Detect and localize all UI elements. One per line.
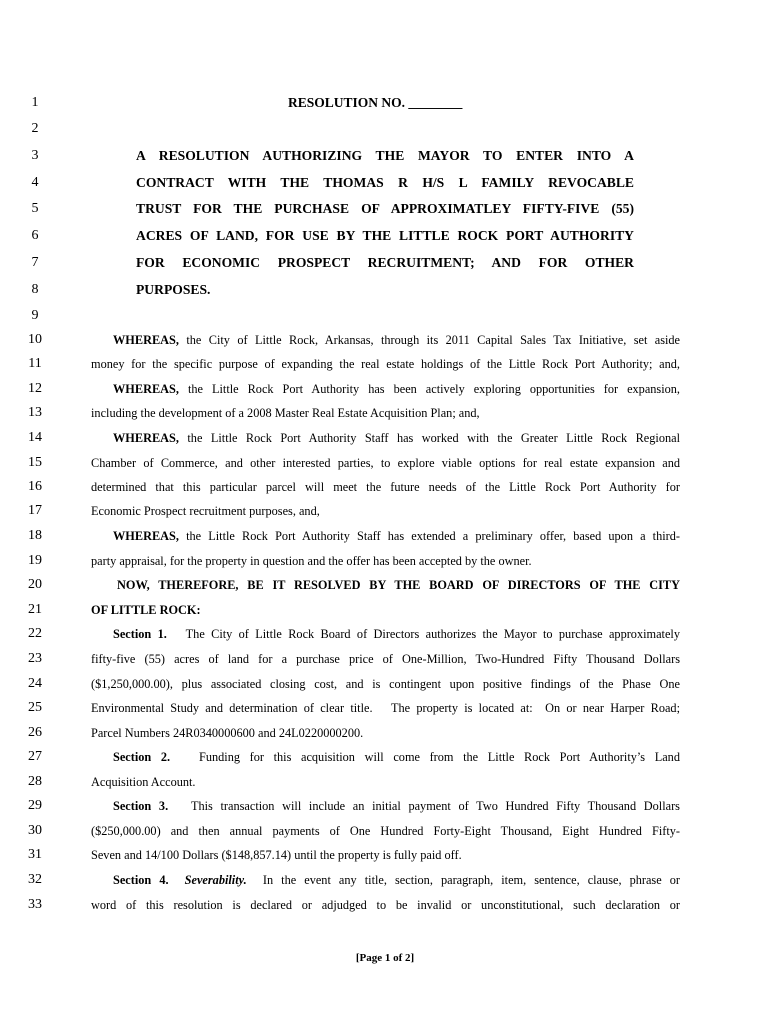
resolved-clause: OF LITTLE ROCK: [91, 603, 201, 617]
body-text: the Little Rock Port Authority Staff has extended a preliminary offer, based upon a third- [186, 529, 681, 543]
resolved-clause: NOW, THEREFORE, BE IT RESOLVED BY THE BOARD OF DIRECTORS OF THE CITY [117, 578, 680, 592]
body-text: the Little Rock Port Authority Staff has worked with the Greater Little Rock Regional [187, 431, 680, 445]
line-number: 21 [28, 602, 42, 617]
body-line: determined that this particular parcel will meet the future needs of the Little Rock Port Authority for [91, 480, 680, 494]
line-number: 19 [28, 553, 42, 568]
line-number: 24 [28, 676, 42, 691]
body-line: word of this resolution is declared or adjudged to be invalid or unconstitutional, such declaration or [91, 898, 680, 912]
body-text: the Little Rock Port Authority has been actively exploring opportunities for expansion, [187, 382, 680, 396]
line-number: 31 [28, 847, 42, 862]
page-footer: [Page 1 of 2] [355, 952, 415, 964]
line-number: 9 [31, 308, 39, 323]
line-number: 27 [28, 749, 42, 764]
line-number: 10 [28, 332, 42, 347]
resolution-title: RESOLUTION NO. ________ [288, 95, 463, 110]
section-3 [113, 798, 680, 814]
heading-line: FOR ECONOMIC PROSPECT RECRUITMENT; AND FOR OTHER [136, 255, 634, 270]
line-number: 22 [28, 626, 42, 641]
body-line: Chamber of Commerce, and other interested parties, to explore viable options for real estate expansion and [91, 456, 680, 470]
body-line: ($250,000.00) and then annual payments of One Hundred Forty-Eight Thousand, Eight Hundred Fifty- [91, 824, 680, 838]
body-line: Parcel Numbers 24R0340000600 and 24L0220000200. [91, 726, 364, 740]
heading-line: ACRES OF LAND, FOR USE BY THE LITTLE ROCK PORT AUTHORITY [136, 228, 634, 243]
whereas-paragraph-1 [113, 332, 680, 348]
section-label: Section 2. [113, 750, 171, 764]
line-number: 13 [28, 405, 42, 420]
body-text: In the event any title, section, paragraph, item, sentence, clause, phrase or [262, 873, 680, 887]
heading-line: CONTRACT WITH THE THOMAS R H/S L FAMILY REVOCABLE [136, 175, 634, 190]
body-text: the City of Little Rock, Arkansas, through its 2011 Capital Sales Tax Initiative, set aside [186, 333, 681, 347]
section-2 [113, 749, 680, 765]
heading-line: TRUST FOR THE PURCHASE OF APPROXIMATLEY FIFTY-FIVE (55) [136, 201, 634, 216]
whereas-label: WHEREAS, [113, 529, 179, 543]
line-number: 15 [28, 455, 42, 470]
line-number: 2 [31, 121, 39, 136]
line-number: 7 [31, 255, 39, 270]
section-1 [113, 626, 680, 642]
whereas-paragraph-3 [113, 430, 680, 446]
section-4 [113, 872, 680, 888]
line-number: 4 [31, 175, 39, 190]
body-line: including the development of a 2008 Master Real Estate Acquisition Plan; and, [91, 406, 480, 420]
line-number: 20 [28, 577, 42, 592]
body-text: This transaction will include an initial payment of Two Hundred Fifty Thousand Dollars [190, 799, 680, 813]
body-line: fifty-five (55) acres of land for a purchase price of One-Million, Two-Hundred Fifty Thousand Dollars [91, 652, 680, 666]
heading-line: PURPOSES. [136, 282, 211, 297]
section-label: Section 1. [113, 627, 167, 641]
whereas-paragraph-2 [113, 381, 680, 397]
line-number: 14 [28, 430, 42, 445]
section-label: Section 3. [113, 799, 169, 813]
line-number: 6 [31, 228, 39, 243]
line-number: 33 [28, 897, 42, 912]
line-number: 28 [28, 774, 42, 789]
whereas-label: WHEREAS, [113, 333, 179, 347]
line-number: 8 [31, 282, 39, 297]
whereas-paragraph-4 [113, 528, 680, 544]
severability-title: Severability. [184, 873, 247, 887]
body-line: ($1,250,000.00), plus associated closing cost, and is contingent upon positive findings of the Phase One [91, 677, 680, 691]
line-number: 32 [28, 872, 42, 887]
whereas-label: WHEREAS, [113, 431, 179, 445]
line-number: 5 [31, 201, 39, 216]
body-line: Environmental Study and determination of clear title. The property is located at: On or near Harper Road; [91, 701, 680, 715]
body-text: The City of Little Rock Board of Directors authorizes the Mayor to purchase approximately [185, 627, 680, 641]
line-number: 26 [28, 725, 42, 740]
line-number: 23 [28, 651, 42, 666]
line-number: 11 [28, 356, 42, 371]
body-line: Economic Prospect recruitment purposes, and, [91, 504, 320, 518]
whereas-label: WHEREAS, [113, 382, 179, 396]
body-line: Acquisition Account. [91, 775, 196, 789]
body-text: Funding for this acquisition will come from the Little Rock Port Authority’s Land [199, 750, 680, 764]
body-line: party appraisal, for the property in question and the offer has been accepted by the owner. [91, 554, 532, 568]
body-line: money for the specific purpose of expanding the real estate holdings of the Little Rock Port Authority; and, [91, 357, 680, 371]
line-number: 3 [31, 148, 39, 163]
line-number: 12 [28, 381, 42, 396]
line-number: 18 [28, 528, 42, 543]
line-number: 25 [28, 700, 42, 715]
body-line: Seven and 14/100 Dollars ($148,857.14) until the property is fully paid off. [91, 848, 462, 862]
heading-line: A RESOLUTION AUTHORIZING THE MAYOR TO ENTER INTO A [136, 148, 634, 163]
line-number: 1 [31, 95, 39, 110]
line-number: 16 [28, 479, 42, 494]
line-number: 17 [28, 503, 42, 518]
section-label: Section 4. [113, 873, 169, 887]
line-number: 30 [28, 823, 42, 838]
line-number: 29 [28, 798, 42, 813]
